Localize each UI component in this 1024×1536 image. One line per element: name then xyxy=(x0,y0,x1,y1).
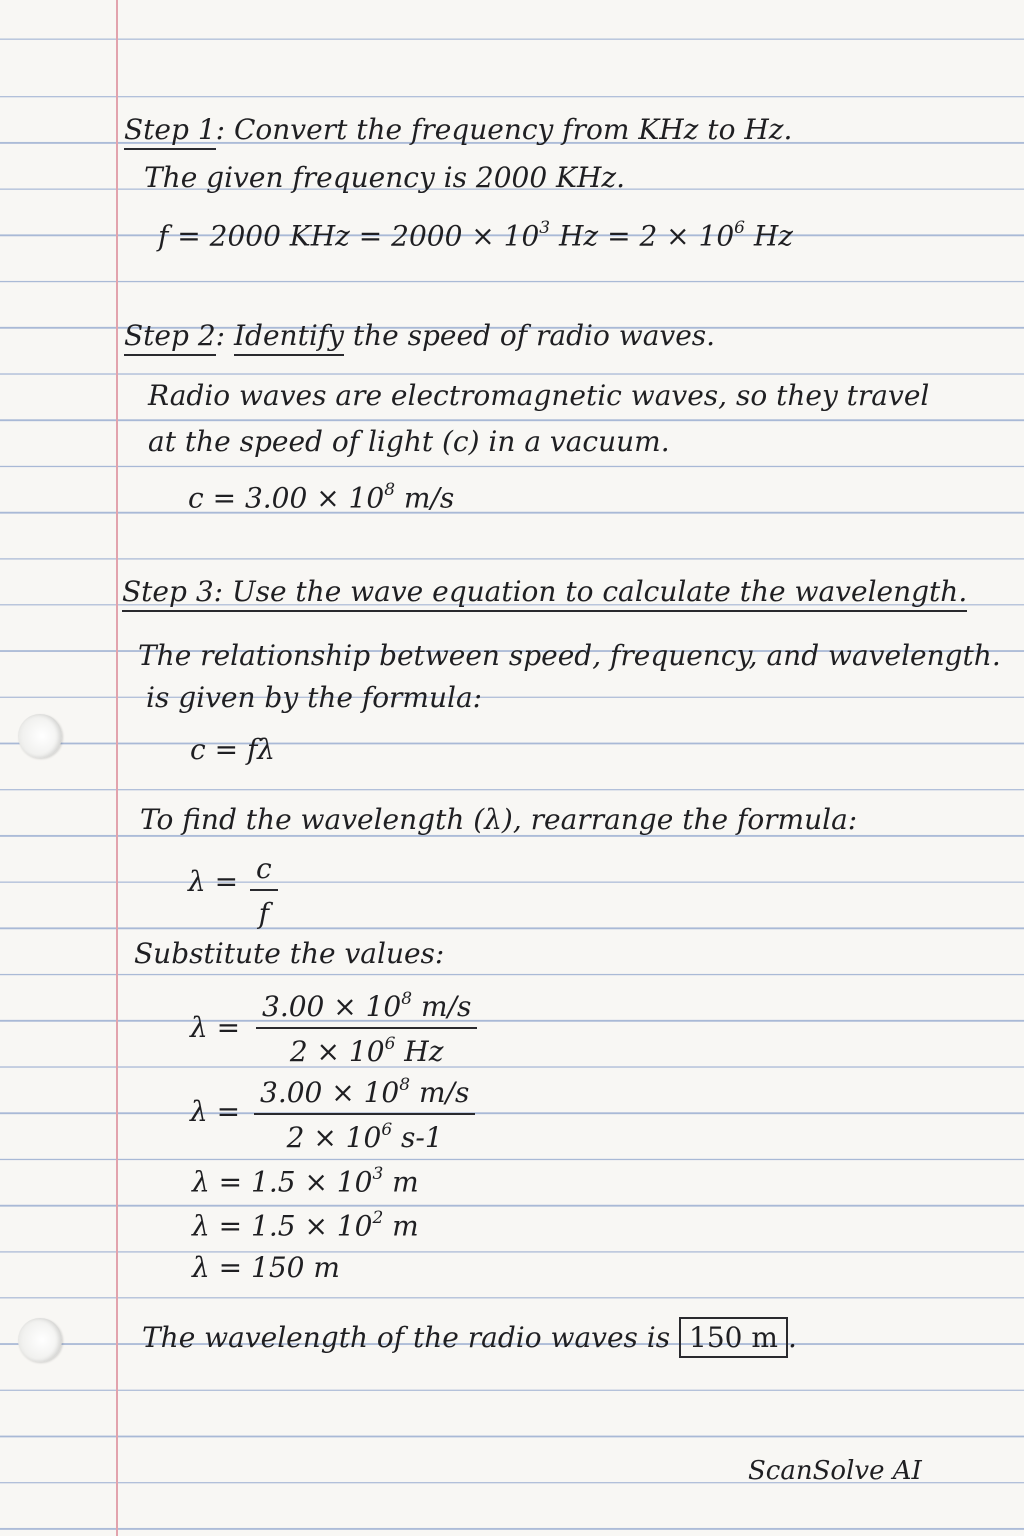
rearranged-numerator: c xyxy=(256,852,272,885)
sub1-num-text: 3.00 × 10 xyxy=(262,990,402,1023)
result-line3: λ = 150 m xyxy=(192,1251,340,1284)
step1-eq-part-a: f = 2000 KHz = 2000 × 10 xyxy=(158,219,540,253)
step1-eq-exp-b: 6 xyxy=(734,218,745,238)
res2-text: λ = 1.5 × 10 xyxy=(192,1209,373,1243)
step2-colon: : xyxy=(215,319,234,352)
step1-equation xyxy=(158,218,794,253)
sub1-lhs: λ = xyxy=(190,1011,241,1044)
rearranged-denominator: f xyxy=(258,897,270,930)
sub1-numerator xyxy=(256,990,477,1027)
sub1-num-unit: m/s xyxy=(412,990,472,1023)
step3-line3: To find the wavelength (λ), rearrange the formula: xyxy=(140,803,858,836)
step2-label: Step 2 xyxy=(124,319,216,356)
sub1-num-exp: 8 xyxy=(401,988,413,1009)
final-answer xyxy=(142,1321,797,1354)
res1-text: λ = 1.5 × 10 xyxy=(192,1165,373,1199)
sub2-den-text: 2 × 10 xyxy=(286,1121,382,1154)
step2-eq-exp: 8 xyxy=(384,480,396,500)
step2-heading xyxy=(124,319,716,352)
step3-formula: c = fλ xyxy=(190,733,276,766)
step2-line2: at the speed of light (c) in a vacuum. xyxy=(148,425,670,458)
answer-suffix: . xyxy=(787,1321,797,1354)
step2-title-rest: the speed of radio waves. xyxy=(343,319,716,352)
step3-line4: Substitute the values: xyxy=(134,937,445,970)
result-line2 xyxy=(192,1208,419,1243)
step2-identify: Identify xyxy=(234,319,344,356)
step2-line1: Radio waves are electromagnetic waves, so they travel xyxy=(148,379,930,412)
step1-label: Step 1 xyxy=(124,113,216,150)
step1-eq-part-c: Hz xyxy=(744,219,794,253)
step2-eq-unit: m/s xyxy=(395,481,455,515)
step1-eq-exp-a: 3 xyxy=(539,218,551,238)
answer-box: 150 m xyxy=(679,1317,788,1358)
sub1-den-unit: Hz xyxy=(395,1035,444,1068)
sub1-den-exp: 6 xyxy=(384,1033,396,1054)
sub2-num-unit: m/s xyxy=(410,1076,470,1109)
step2-equation xyxy=(188,480,455,515)
sub2-numerator xyxy=(254,1076,475,1113)
step1-line1: The given frequency is 2000 KHz. xyxy=(144,161,626,194)
sub2-fraction xyxy=(254,1076,475,1154)
punch-hole-upper xyxy=(18,714,62,758)
margin-line xyxy=(116,0,118,1536)
sub2-denominator xyxy=(281,1115,449,1154)
res2-exp: 2 xyxy=(372,1208,384,1228)
step1-eq-part-b: Hz = 2 × 10 xyxy=(550,219,735,253)
step3-line2: is given by the formula: xyxy=(146,681,483,714)
answer-prefix: The wavelength of the radio waves is xyxy=(142,1321,680,1354)
sub1-fraction xyxy=(256,990,477,1068)
sub2-num-text: 3.00 × 10 xyxy=(260,1076,400,1109)
watermark-signature: ScanSolve AI xyxy=(748,1456,922,1486)
sub1-denominator xyxy=(284,1029,450,1068)
step3-line1: The relationship between speed, frequency, and wavelength. xyxy=(138,639,1001,672)
step3-title: Step 3: Use the wave equation to calculate the wavelength. xyxy=(122,575,967,612)
sub2-den-exp: 6 xyxy=(381,1119,393,1140)
res2-unit: m xyxy=(383,1209,419,1243)
result-line1 xyxy=(192,1164,419,1199)
step1-heading xyxy=(124,113,793,146)
rearranged-fraction xyxy=(250,852,278,930)
res1-exp: 3 xyxy=(372,1164,384,1184)
sub1-den-text: 2 × 10 xyxy=(289,1035,385,1068)
sub2-den-unit: s-1 xyxy=(392,1121,443,1154)
rearranged-lhs: λ = xyxy=(188,865,239,898)
step2-eq-part: c = 3.00 × 10 xyxy=(188,481,385,515)
step1-title: : Convert the frequency from KHz to Hz. xyxy=(215,113,793,146)
res1-unit: m xyxy=(383,1165,419,1199)
step3-heading xyxy=(122,575,968,608)
punch-hole-lower xyxy=(18,1318,62,1362)
sub2-lhs: λ = xyxy=(190,1095,241,1128)
sub2-num-exp: 8 xyxy=(399,1074,411,1095)
